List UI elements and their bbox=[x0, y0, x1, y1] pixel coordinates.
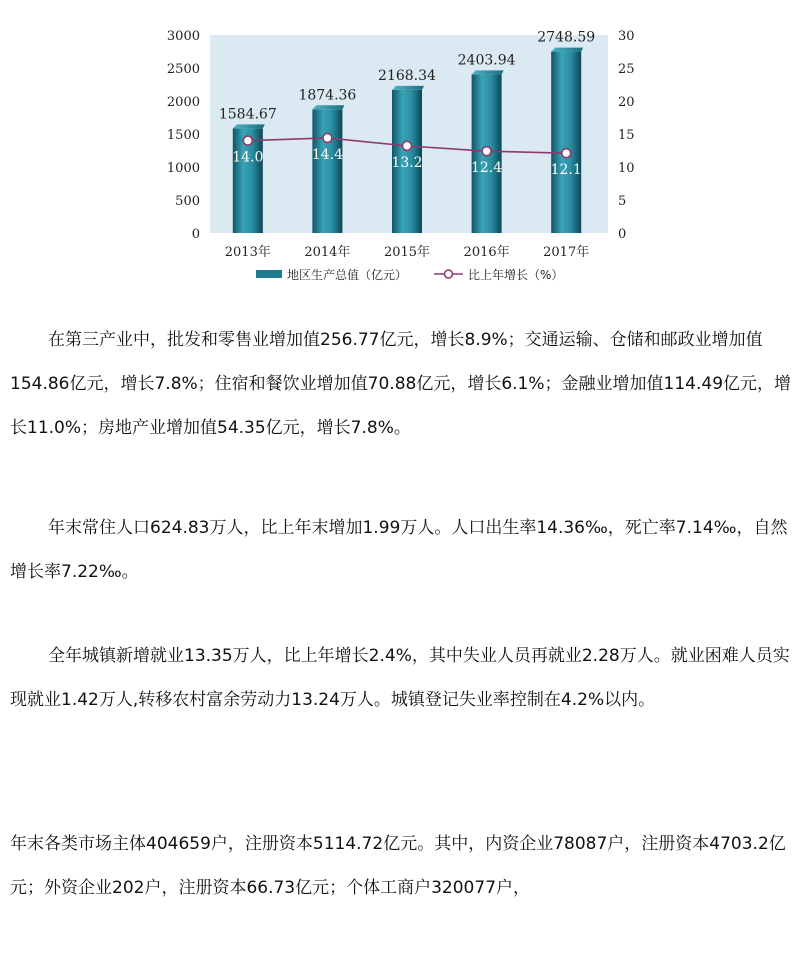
left-tick-label: 2500 bbox=[166, 62, 200, 77]
gdp-chart bbox=[0, 0, 799, 300]
bar-top bbox=[551, 48, 583, 52]
growth-point bbox=[482, 147, 491, 156]
legend-bar-label: 地区生产总值（亿元） bbox=[287, 268, 408, 282]
right-tick-label: 5 bbox=[618, 194, 627, 209]
bar-top bbox=[312, 105, 344, 109]
right-tick-label: 10 bbox=[618, 161, 635, 176]
left-tick-label: 500 bbox=[175, 194, 200, 209]
paragraph-employment: 全年城镇新增就业13.35万人，比上年增长2.4%，其中失业人员再就业2.28万人。就业困难人员实现就业1.42万人,转移农村富余劳动力13.24万人。城镇登记失业率控制在4.2%以内。 bbox=[10, 646, 790, 710]
right-tick-label: 15 bbox=[618, 128, 635, 143]
category-label: 2016年 bbox=[463, 245, 510, 260]
left-tick-label: 3000 bbox=[166, 29, 200, 44]
bar-top bbox=[233, 124, 265, 128]
left-tick-label: 0 bbox=[191, 227, 200, 242]
bar-value-label: 2168.34 bbox=[378, 67, 436, 84]
growth-value-label: 12.4 bbox=[471, 160, 503, 177]
legend-line-marker bbox=[445, 270, 453, 278]
bar bbox=[551, 52, 581, 233]
bar-top bbox=[392, 86, 424, 90]
legend-line-label: 比上年增长（%） bbox=[468, 268, 564, 282]
growth-point bbox=[403, 141, 412, 150]
growth-point bbox=[243, 136, 252, 145]
bar-value-label: 2748.59 bbox=[537, 29, 596, 46]
category-label: 2014年 bbox=[304, 245, 351, 260]
paragraph-tertiary-industry: 在第三产业中，批发和零售业增加值256.77亿元，增长8.9%；交通运输、仓储和邮政业增加值154.86亿元，增长7.8%；住宿和餐饮业增加值70.88亿元，增长6.1%；金融业增加值114.49亿元，增长11.0%；房地产业增加值54.35亿元，增长7.8%。 bbox=[10, 330, 792, 438]
right-tick-label: 30 bbox=[618, 29, 635, 44]
left-tick-label: 1500 bbox=[166, 128, 200, 143]
growth-value-label: 13.2 bbox=[391, 154, 423, 171]
category-label: 2013年 bbox=[224, 245, 271, 260]
right-tick-label: 20 bbox=[618, 95, 635, 110]
bar bbox=[312, 109, 342, 233]
right-tick-label: 0 bbox=[618, 227, 627, 242]
paragraph-market-entities: 年末各类市场主体404659户，注册资本5114.72亿元。其中，内资企业78087户，注册资本4703.2亿元；外资企业202户，注册资本66.73亿元；个体工商户320077户， bbox=[10, 834, 786, 898]
growth-point bbox=[323, 133, 332, 142]
bar-value-label: 2403.94 bbox=[457, 52, 516, 69]
growth-value-label: 14.4 bbox=[311, 146, 343, 163]
right-axis bbox=[618, 29, 635, 242]
category-label: 2017年 bbox=[543, 245, 590, 260]
paragraph-population: 年末常住人口624.83万人，比上年末增加1.99万人。人口出生率14.36‰，死亡率7.14‰，自然增长率7.22‰。 bbox=[10, 518, 788, 582]
legend bbox=[256, 267, 563, 282]
bar-top bbox=[472, 70, 504, 74]
gdp-chart-svg bbox=[0, 0, 799, 300]
left-axis bbox=[167, 29, 200, 242]
right-tick-label: 25 bbox=[618, 62, 635, 77]
legend-bar-swatch bbox=[256, 270, 282, 278]
growth-value-label: 12.1 bbox=[550, 162, 582, 179]
left-tick-label: 1000 bbox=[166, 161, 200, 176]
bar-value-label: 1874.36 bbox=[298, 87, 357, 104]
category-label: 2015年 bbox=[383, 245, 431, 260]
growth-point bbox=[562, 149, 571, 158]
x-axis bbox=[225, 244, 589, 260]
left-tick-label: 2000 bbox=[166, 95, 200, 110]
bar-value-label: 1584.67 bbox=[218, 106, 277, 123]
growth-value-label: 14.0 bbox=[232, 149, 264, 166]
